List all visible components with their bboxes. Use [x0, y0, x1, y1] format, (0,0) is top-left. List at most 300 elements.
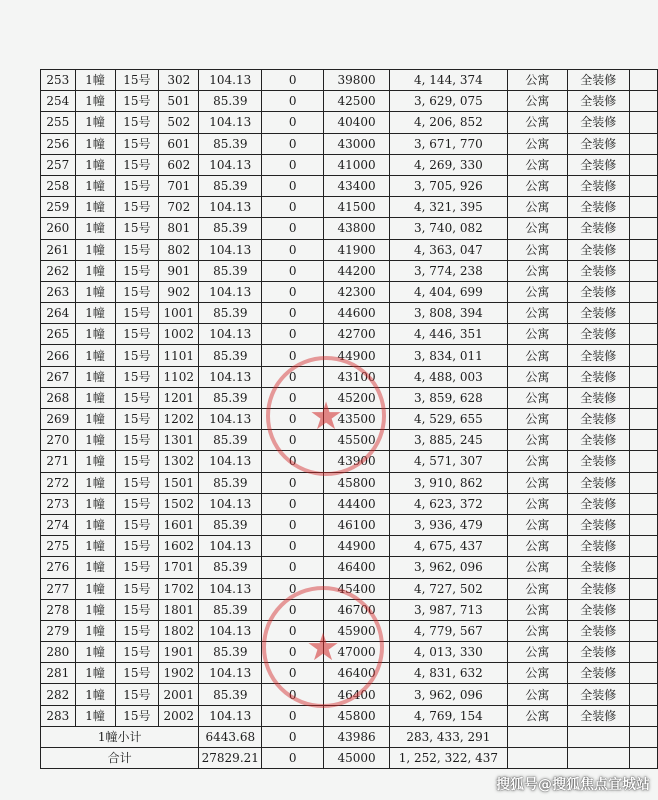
finish-type-cell: 全装修 — [567, 451, 629, 472]
finish-type-cell: 全装修 — [567, 239, 629, 260]
floor-adjustment-cell: 0 — [262, 154, 324, 175]
total-price-cell: 4, 623, 372 — [389, 493, 507, 514]
room-number-cell: 1502 — [159, 493, 199, 514]
table-row — [41, 175, 658, 196]
row-number-cell: 264 — [41, 303, 76, 324]
usage-cell: 公寓 — [507, 642, 567, 663]
usage-cell: 公寓 — [507, 154, 567, 175]
floor-adjustment-cell: 0 — [262, 451, 324, 472]
building-cell: 1幢 — [75, 175, 115, 196]
extra-cell — [629, 281, 657, 302]
row-number-cell: 271 — [41, 451, 76, 472]
table-row — [41, 705, 658, 726]
floor-adjustment-cell: 0 — [262, 514, 324, 535]
floor-adjustment-cell: 0 — [262, 281, 324, 302]
usage-cell: 公寓 — [507, 578, 567, 599]
area-cell: 104.13 — [199, 493, 262, 514]
extra-cell — [629, 536, 657, 557]
building-cell: 1幢 — [75, 281, 115, 302]
usage-cell: 公寓 — [507, 112, 567, 133]
unit-number-cell: 15号 — [115, 112, 159, 133]
row-number-cell: 277 — [41, 578, 76, 599]
unit-price-cell: 41900 — [324, 239, 390, 260]
unit-price-cell: 39800 — [324, 70, 390, 91]
building-cell: 1幢 — [75, 451, 115, 472]
row-number-cell: 256 — [41, 133, 76, 154]
table-row — [41, 599, 658, 620]
seal-star-icon: ★ — [305, 625, 341, 669]
total-price-cell: 4, 529, 655 — [389, 409, 507, 430]
area-cell: 85.39 — [199, 430, 262, 451]
extra-cell — [629, 599, 657, 620]
unit-price-cell: 46400 — [324, 663, 390, 684]
usage-cell: 公寓 — [507, 663, 567, 684]
building-cell: 1幢 — [75, 684, 115, 705]
row-number-cell: 268 — [41, 387, 76, 408]
total-price-cell: 3, 808, 394 — [389, 303, 507, 324]
extra-cell — [629, 578, 657, 599]
finish-type-cell: 全装修 — [567, 303, 629, 324]
floor-adjustment-cell: 0 — [262, 70, 324, 91]
room-number-cell: 2001 — [159, 684, 199, 705]
table-row — [41, 451, 658, 472]
extra-cell — [629, 260, 657, 281]
total-price-cell: 4, 446, 351 — [389, 324, 507, 345]
row-number-cell: 279 — [41, 620, 76, 641]
floor-adjustment-cell: 0 — [262, 387, 324, 408]
table-row — [41, 303, 658, 324]
table-row — [41, 514, 658, 535]
grand-total-extra — [629, 748, 657, 769]
unit-number-cell: 15号 — [115, 557, 159, 578]
usage-cell: 公寓 — [507, 387, 567, 408]
room-number-cell: 501 — [159, 91, 199, 112]
extra-cell — [629, 472, 657, 493]
unit-price-cell: 45500 — [324, 430, 390, 451]
extra-cell — [629, 663, 657, 684]
area-cell: 104.13 — [199, 366, 262, 387]
usage-cell: 公寓 — [507, 620, 567, 641]
table-row — [41, 154, 658, 175]
unit-number-cell: 15号 — [115, 345, 159, 366]
usage-cell: 公寓 — [507, 303, 567, 324]
finish-type-cell: 全装修 — [567, 514, 629, 535]
table-row — [41, 281, 658, 302]
total-price-cell: 4, 363, 047 — [389, 239, 507, 260]
total-price-cell: 4, 269, 330 — [389, 154, 507, 175]
unit-number-cell: 15号 — [115, 387, 159, 408]
subtotal-row — [41, 726, 658, 747]
area-cell: 85.39 — [199, 642, 262, 663]
finish-type-cell: 全装修 — [567, 175, 629, 196]
extra-cell — [629, 70, 657, 91]
finish-type-cell: 全装修 — [567, 281, 629, 302]
room-number-cell: 902 — [159, 281, 199, 302]
usage-cell: 公寓 — [507, 599, 567, 620]
total-price-cell: 3, 705, 926 — [389, 175, 507, 196]
floor-adjustment-cell: 0 — [262, 557, 324, 578]
total-price-cell: 4, 675, 437 — [389, 536, 507, 557]
finish-type-cell: 全装修 — [567, 112, 629, 133]
table-row — [41, 91, 658, 112]
unit-number-cell: 15号 — [115, 281, 159, 302]
row-number-cell: 269 — [41, 409, 76, 430]
unit-price-cell: 43900 — [324, 451, 390, 472]
unit-number-cell: 15号 — [115, 91, 159, 112]
area-cell: 85.39 — [199, 345, 262, 366]
usage-cell: 公寓 — [507, 430, 567, 451]
unit-number-cell: 15号 — [115, 451, 159, 472]
extra-cell — [629, 345, 657, 366]
extra-cell — [629, 154, 657, 175]
building-cell: 1幢 — [75, 366, 115, 387]
building-cell: 1幢 — [75, 91, 115, 112]
total-price-cell: 4, 321, 395 — [389, 197, 507, 218]
building-cell: 1幢 — [75, 197, 115, 218]
grand-total-total: 1, 252, 322, 437 — [389, 748, 507, 769]
unit-number-cell: 15号 — [115, 366, 159, 387]
unit-number-cell: 15号 — [115, 197, 159, 218]
total-price-cell: 3, 740, 082 — [389, 218, 507, 239]
finish-type-cell: 全装修 — [567, 493, 629, 514]
unit-price-cell: 45800 — [324, 472, 390, 493]
building-cell: 1幢 — [75, 557, 115, 578]
row-number-cell: 259 — [41, 197, 76, 218]
building-cell: 1幢 — [75, 260, 115, 281]
grand-total-unit-price: 45000 — [324, 748, 390, 769]
total-price-cell: 3, 910, 862 — [389, 472, 507, 493]
floor-adjustment-cell: 0 — [262, 239, 324, 260]
room-number-cell: 601 — [159, 133, 199, 154]
building-cell: 1幢 — [75, 239, 115, 260]
table-row — [41, 536, 658, 557]
extra-cell — [629, 557, 657, 578]
finish-type-cell: 全装修 — [567, 387, 629, 408]
extra-cell — [629, 409, 657, 430]
row-number-cell: 261 — [41, 239, 76, 260]
room-number-cell: 1302 — [159, 451, 199, 472]
price-table — [40, 69, 658, 769]
room-number-cell: 1102 — [159, 366, 199, 387]
grand-total-usage — [507, 748, 567, 769]
table-row — [41, 578, 658, 599]
extra-cell — [629, 112, 657, 133]
building-cell: 1幢 — [75, 324, 115, 345]
extra-cell — [629, 324, 657, 345]
row-number-cell: 274 — [41, 514, 76, 535]
unit-number-cell: 15号 — [115, 620, 159, 641]
extra-cell — [629, 218, 657, 239]
extra-cell — [629, 197, 657, 218]
room-number-cell: 1802 — [159, 620, 199, 641]
extra-cell — [629, 366, 657, 387]
floor-adjustment-cell: 0 — [262, 175, 324, 196]
area-cell: 104.13 — [199, 70, 262, 91]
total-price-cell: 4, 571, 307 — [389, 451, 507, 472]
total-price-cell: 4, 769, 154 — [389, 705, 507, 726]
unit-price-cell: 47000 — [324, 642, 390, 663]
floor-adjustment-cell: 0 — [262, 345, 324, 366]
total-price-cell: 4, 206, 852 — [389, 112, 507, 133]
unit-price-cell: 42300 — [324, 281, 390, 302]
floor-adjustment-cell: 0 — [262, 366, 324, 387]
usage-cell: 公寓 — [507, 197, 567, 218]
unit-number-cell: 15号 — [115, 493, 159, 514]
table-row — [41, 218, 658, 239]
unit-number-cell: 15号 — [115, 536, 159, 557]
room-number-cell: 1602 — [159, 536, 199, 557]
table-row — [41, 70, 658, 91]
finish-type-cell: 全装修 — [567, 70, 629, 91]
row-number-cell: 255 — [41, 112, 76, 133]
building-cell: 1幢 — [75, 493, 115, 514]
table-row — [41, 557, 658, 578]
extra-cell — [629, 451, 657, 472]
unit-price-cell: 44900 — [324, 536, 390, 557]
extra-cell — [629, 91, 657, 112]
area-cell: 104.13 — [199, 409, 262, 430]
finish-type-cell: 全装修 — [567, 684, 629, 705]
unit-number-cell: 15号 — [115, 260, 159, 281]
unit-number-cell: 15号 — [115, 599, 159, 620]
row-number-cell: 273 — [41, 493, 76, 514]
room-number-cell: 801 — [159, 218, 199, 239]
row-number-cell: 281 — [41, 663, 76, 684]
finish-type-cell: 全装修 — [567, 409, 629, 430]
floor-adjustment-cell: 0 — [262, 218, 324, 239]
unit-number-cell: 15号 — [115, 175, 159, 196]
unit-price-cell: 40400 — [324, 112, 390, 133]
table-row — [41, 620, 658, 641]
unit-price-cell: 45800 — [324, 705, 390, 726]
area-cell: 104.13 — [199, 536, 262, 557]
usage-cell: 公寓 — [507, 557, 567, 578]
room-number-cell: 802 — [159, 239, 199, 260]
usage-cell: 公寓 — [507, 239, 567, 260]
floor-adjustment-cell: 0 — [262, 663, 324, 684]
area-cell: 104.13 — [199, 578, 262, 599]
finish-type-cell: 全装修 — [567, 133, 629, 154]
total-price-cell: 3, 885, 245 — [389, 430, 507, 451]
unit-price-cell: 45900 — [324, 620, 390, 641]
floor-adjustment-cell: 0 — [262, 324, 324, 345]
subtotal-unit-price: 43986 — [324, 726, 390, 747]
subtotal-usage — [507, 726, 567, 747]
row-number-cell: 280 — [41, 642, 76, 663]
subtotal-total: 283, 433, 291 — [389, 726, 507, 747]
unit-price-cell: 43800 — [324, 218, 390, 239]
table-row — [41, 430, 658, 451]
finish-type-cell: 全装修 — [567, 197, 629, 218]
extra-cell — [629, 175, 657, 196]
floor-adjustment-cell: 0 — [262, 578, 324, 599]
finish-type-cell: 全装修 — [567, 218, 629, 239]
unit-number-cell: 15号 — [115, 684, 159, 705]
floor-adjustment-cell: 0 — [262, 620, 324, 641]
usage-cell: 公寓 — [507, 70, 567, 91]
unit-number-cell: 15号 — [115, 133, 159, 154]
total-price-cell: 4, 488, 003 — [389, 366, 507, 387]
floor-adjustment-cell: 0 — [262, 705, 324, 726]
unit-number-cell: 15号 — [115, 705, 159, 726]
grand-total-floor-adj: 0 — [262, 748, 324, 769]
table-row — [41, 345, 658, 366]
total-price-cell: 4, 404, 699 — [389, 281, 507, 302]
grand-total-finish — [567, 748, 629, 769]
building-cell: 1幢 — [75, 642, 115, 663]
usage-cell: 公寓 — [507, 684, 567, 705]
unit-price-cell: 43500 — [324, 409, 390, 430]
row-number-cell: 282 — [41, 684, 76, 705]
finish-type-cell: 全装修 — [567, 536, 629, 557]
floor-adjustment-cell: 0 — [262, 112, 324, 133]
table-row — [41, 260, 658, 281]
subtotal-finish — [567, 726, 629, 747]
room-number-cell: 1001 — [159, 303, 199, 324]
unit-number-cell: 15号 — [115, 663, 159, 684]
extra-cell — [629, 133, 657, 154]
finish-type-cell: 全装修 — [567, 366, 629, 387]
total-price-cell: 3, 629, 075 — [389, 91, 507, 112]
unit-number-cell: 15号 — [115, 303, 159, 324]
area-cell: 104.13 — [199, 112, 262, 133]
usage-cell: 公寓 — [507, 218, 567, 239]
watermark-text: 搜狐号@搜狐焦点宜城站 — [496, 777, 650, 793]
extra-cell — [629, 620, 657, 641]
unit-number-cell: 15号 — [115, 324, 159, 345]
extra-cell — [629, 705, 657, 726]
total-price-cell: 4, 144, 374 — [389, 70, 507, 91]
area-cell: 104.13 — [199, 281, 262, 302]
finish-type-cell: 全装修 — [567, 324, 629, 345]
building-cell: 1幢 — [75, 536, 115, 557]
unit-price-cell: 45200 — [324, 387, 390, 408]
extra-cell — [629, 303, 657, 324]
usage-cell: 公寓 — [507, 536, 567, 557]
floor-adjustment-cell: 0 — [262, 430, 324, 451]
unit-number-cell: 15号 — [115, 239, 159, 260]
finish-type-cell: 全装修 — [567, 642, 629, 663]
area-cell: 85.39 — [199, 472, 262, 493]
unit-number-cell: 15号 — [115, 409, 159, 430]
building-cell: 1幢 — [75, 514, 115, 535]
extra-cell — [629, 684, 657, 705]
building-cell: 1幢 — [75, 430, 115, 451]
building-cell: 1幢 — [75, 578, 115, 599]
unit-number-cell: 15号 — [115, 154, 159, 175]
floor-adjustment-cell: 0 — [262, 197, 324, 218]
table-row — [41, 409, 658, 430]
usage-cell: 公寓 — [507, 705, 567, 726]
unit-number-cell: 15号 — [115, 430, 159, 451]
room-number-cell: 901 — [159, 260, 199, 281]
room-number-cell: 1201 — [159, 387, 199, 408]
grand-total-label: 合计 — [41, 748, 199, 769]
unit-price-cell: 43400 — [324, 175, 390, 196]
area-cell: 85.39 — [199, 91, 262, 112]
row-number-cell: 263 — [41, 281, 76, 302]
usage-cell: 公寓 — [507, 409, 567, 430]
floor-adjustment-cell: 0 — [262, 493, 324, 514]
unit-price-cell: 44600 — [324, 303, 390, 324]
subtotal-floor-adj: 0 — [262, 726, 324, 747]
table-row — [41, 684, 658, 705]
area-cell: 85.39 — [199, 599, 262, 620]
table-row — [41, 324, 658, 345]
room-number-cell: 1901 — [159, 642, 199, 663]
total-price-cell: 3, 962, 096 — [389, 557, 507, 578]
finish-type-cell: 全装修 — [567, 557, 629, 578]
area-cell: 104.13 — [199, 663, 262, 684]
building-cell: 1幢 — [75, 663, 115, 684]
unit-price-cell: 43000 — [324, 133, 390, 154]
unit-price-cell: 44200 — [324, 260, 390, 281]
extra-cell — [629, 514, 657, 535]
area-cell: 85.39 — [199, 175, 262, 196]
total-price-cell: 3, 774, 238 — [389, 260, 507, 281]
building-cell: 1幢 — [75, 705, 115, 726]
usage-cell: 公寓 — [507, 324, 567, 345]
usage-cell: 公寓 — [507, 91, 567, 112]
floor-adjustment-cell: 0 — [262, 536, 324, 557]
building-cell: 1幢 — [75, 472, 115, 493]
floor-adjustment-cell: 0 — [262, 684, 324, 705]
total-price-cell: 3, 987, 713 — [389, 599, 507, 620]
row-number-cell: 278 — [41, 599, 76, 620]
room-number-cell: 1702 — [159, 578, 199, 599]
usage-cell: 公寓 — [507, 260, 567, 281]
floor-adjustment-cell: 0 — [262, 133, 324, 154]
table-row — [41, 197, 658, 218]
total-price-cell: 3, 859, 628 — [389, 387, 507, 408]
total-price-cell: 3, 936, 479 — [389, 514, 507, 535]
total-price-cell: 3, 671, 770 — [389, 133, 507, 154]
room-number-cell: 1801 — [159, 599, 199, 620]
subtotal-extra — [629, 726, 657, 747]
room-number-cell: 1301 — [159, 430, 199, 451]
building-cell: 1幢 — [75, 133, 115, 154]
grand-total-area: 27829.21 — [199, 748, 262, 769]
row-number-cell: 257 — [41, 154, 76, 175]
room-number-cell: 302 — [159, 70, 199, 91]
area-cell: 85.39 — [199, 514, 262, 535]
table-row — [41, 239, 658, 260]
unit-price-cell: 46100 — [324, 514, 390, 535]
room-number-cell: 701 — [159, 175, 199, 196]
building-cell: 1幢 — [75, 345, 115, 366]
room-number-cell: 1101 — [159, 345, 199, 366]
unit-number-cell: 15号 — [115, 218, 159, 239]
table-row — [41, 663, 658, 684]
usage-cell: 公寓 — [507, 493, 567, 514]
total-price-cell: 4, 013, 330 — [389, 642, 507, 663]
grand-total-row — [41, 748, 658, 769]
finish-type-cell: 全装修 — [567, 91, 629, 112]
table-row — [41, 387, 658, 408]
finish-type-cell: 全装修 — [567, 472, 629, 493]
unit-number-cell: 15号 — [115, 578, 159, 599]
room-number-cell: 1601 — [159, 514, 199, 535]
row-number-cell: 254 — [41, 91, 76, 112]
room-number-cell: 2002 — [159, 705, 199, 726]
unit-number-cell: 15号 — [115, 514, 159, 535]
usage-cell: 公寓 — [507, 366, 567, 387]
row-number-cell: 260 — [41, 218, 76, 239]
building-cell: 1幢 — [75, 218, 115, 239]
unit-number-cell: 15号 — [115, 642, 159, 663]
floor-adjustment-cell: 0 — [262, 409, 324, 430]
room-number-cell: 1501 — [159, 472, 199, 493]
